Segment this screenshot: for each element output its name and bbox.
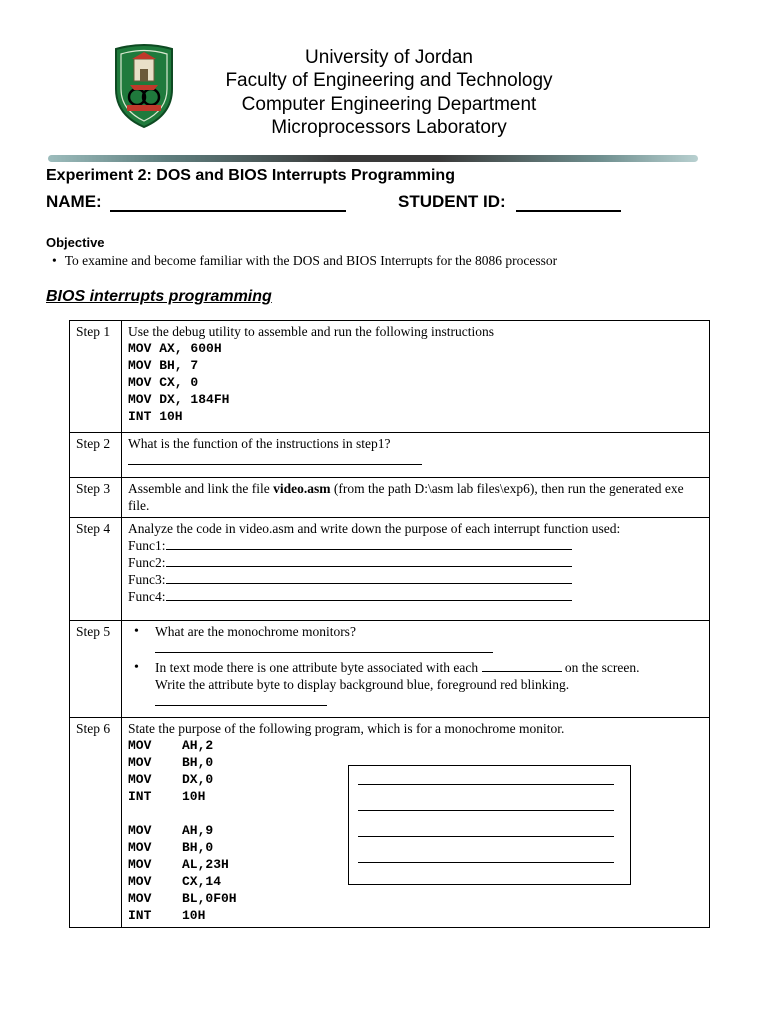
code-line: INT 10H bbox=[128, 908, 206, 923]
step-2-label: Step 2 bbox=[70, 433, 122, 478]
step-1-code-4: INT 10H bbox=[128, 409, 183, 424]
func3-answer-line[interactable] bbox=[166, 571, 572, 584]
header-divider bbox=[48, 155, 698, 162]
step-5-q2-pre: In text mode there is one attribute byte associated with each bbox=[155, 660, 479, 675]
step-4-func-1 bbox=[128, 537, 704, 554]
code-line: MOV AH,2 bbox=[128, 738, 214, 753]
steps-table bbox=[69, 320, 710, 928]
step-1-content bbox=[122, 321, 710, 433]
step-4-func-2 bbox=[128, 554, 704, 571]
step-3-row bbox=[70, 478, 710, 518]
header-university: University of Jordan bbox=[305, 47, 473, 68]
step-1-code-1: MOV BH, 7 bbox=[128, 358, 199, 373]
header-department: Computer Engineering Department bbox=[241, 94, 537, 115]
func1-label: Func1: bbox=[128, 538, 166, 553]
step-4-row bbox=[70, 518, 710, 621]
step-5-content bbox=[122, 621, 710, 718]
code-line: MOV BH,0 bbox=[128, 755, 214, 770]
step-6-label: Step 6 bbox=[70, 718, 122, 928]
step-3-text-post: (from the path D:\asm lab files\exp6), then run the generated exe file. bbox=[128, 481, 684, 513]
step-5-bullet-2 bbox=[128, 659, 704, 710]
step-4-label: Step 4 bbox=[70, 518, 122, 621]
code-line: MOV BH,0 bbox=[128, 840, 214, 855]
name-label: NAME: bbox=[46, 192, 102, 211]
answer-box-line-1[interactable] bbox=[358, 784, 614, 785]
step-5-label: Step 5 bbox=[70, 621, 122, 718]
step-3-text-pre: Assemble and link the file bbox=[128, 481, 274, 496]
code-line: MOV BL,0F0H bbox=[128, 891, 237, 906]
header-faculty: Faculty of Engineering and Technology bbox=[225, 70, 553, 91]
objective-text: To examine and become familiar with the DOS and BIOS Interrupts for the 8086 processor bbox=[64, 253, 558, 268]
code-line: MOV AL,23H bbox=[128, 857, 229, 872]
step-5-q1-answer-line[interactable] bbox=[155, 640, 493, 653]
step-2-row bbox=[70, 433, 710, 478]
step-5-q2-answer-line[interactable] bbox=[155, 693, 327, 706]
experiment-title: Experiment 2: DOS and BIOS Interrupts Programming bbox=[46, 167, 455, 184]
step-4-func-3 bbox=[128, 571, 704, 588]
step-1-row bbox=[70, 321, 710, 433]
code-line: MOV DX,0 bbox=[128, 772, 214, 787]
step-6-content bbox=[122, 718, 710, 928]
answer-box-line-3[interactable] bbox=[358, 836, 614, 837]
func2-label: Func2: bbox=[128, 555, 166, 570]
name-blank[interactable] bbox=[110, 194, 346, 212]
answer-box-line-2[interactable] bbox=[358, 810, 614, 811]
step-2-text: What is the function of the instructions in step1? bbox=[128, 436, 391, 451]
step-3-label: Step 3 bbox=[70, 478, 122, 518]
code-line: MOV AH,9 bbox=[128, 823, 214, 838]
student-id-label: STUDENT ID: bbox=[398, 192, 506, 211]
name-field[interactable] bbox=[46, 192, 346, 212]
func4-answer-line[interactable] bbox=[166, 588, 572, 601]
step-5-q2-post: on the screen. bbox=[564, 660, 640, 675]
step-3-content bbox=[122, 478, 710, 518]
step-6-text: State the purpose of the following program, which is for a monochrome monitor. bbox=[128, 721, 565, 736]
step-4-content bbox=[122, 518, 710, 621]
step-1-code-2: MOV CX, 0 bbox=[128, 375, 199, 390]
step-6-answer-box[interactable] bbox=[348, 765, 631, 885]
section-heading: BIOS interrupts programming bbox=[46, 288, 272, 305]
code-line: MOV CX,14 bbox=[128, 874, 222, 889]
step-2-content bbox=[122, 433, 710, 478]
step-4-func-4 bbox=[128, 588, 704, 605]
step-5-q2-line2: Write the attribute byte to display background blue, foreground red blinking. bbox=[155, 677, 570, 692]
answer-box-line-4[interactable] bbox=[358, 862, 614, 863]
step-3-file: video.asm bbox=[273, 481, 331, 496]
func4-label: Func4: bbox=[128, 589, 166, 604]
student-id-blank[interactable] bbox=[516, 194, 621, 212]
step-5-q1: • What are the monochrome monitors? bbox=[155, 624, 356, 639]
header-lab: Microprocessors Laboratory bbox=[271, 117, 507, 138]
step-1-code-0: MOV AX, 600H bbox=[128, 341, 222, 356]
step-1-text: Use the debug utility to assemble and run the following instructions bbox=[128, 324, 494, 339]
step-1-code-3: MOV DX, 184FH bbox=[128, 392, 230, 407]
step-5-bullet-1 bbox=[128, 623, 704, 659]
func2-answer-line[interactable] bbox=[166, 554, 572, 567]
func3-label: Func3: bbox=[128, 572, 166, 587]
student-id-field[interactable] bbox=[398, 192, 621, 212]
code-line: INT 10H bbox=[128, 789, 206, 804]
step-5-row bbox=[70, 621, 710, 718]
objective-bullet: • To examine and become familiar with the DOS and BIOS Interrupts for the 8086 processor bbox=[52, 253, 558, 268]
step-1-label: Step 1 bbox=[70, 321, 122, 433]
step-6-row bbox=[70, 718, 710, 928]
step-2-answer-line[interactable] bbox=[128, 452, 422, 465]
step-4-text: Analyze the code in video.asm and write down the purpose of each interrupt function used: bbox=[128, 521, 621, 536]
func1-answer-line[interactable] bbox=[166, 537, 572, 550]
objective-heading: Objective bbox=[46, 235, 105, 250]
step-5-q2-blank[interactable] bbox=[482, 659, 562, 672]
